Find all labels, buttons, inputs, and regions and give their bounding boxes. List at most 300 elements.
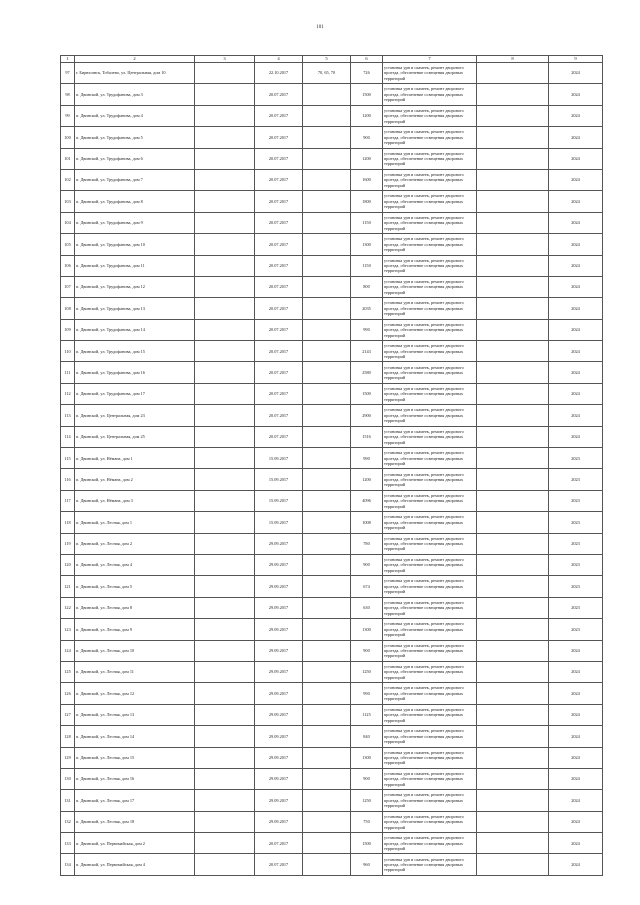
year-cell: 2023 (549, 597, 603, 618)
date-cell: 29.09.2017 (255, 811, 303, 832)
empty-cell (477, 63, 549, 84)
table-row (61, 512, 603, 533)
empty-cell (477, 619, 549, 640)
address-cell: п. Двинской, ул. Трудофанова, дом 7 (75, 169, 195, 190)
table-row (61, 63, 603, 84)
year-cell: 2024 (549, 298, 603, 319)
table-row (61, 661, 603, 682)
area-cell: 4096 (351, 490, 383, 511)
empty-cell (477, 490, 549, 511)
works-cell: установка урн и скамеек, ремонт дворового проезда, обеспечение освещения дворовых территорий (383, 619, 477, 640)
works-cell: установка урн и скамеек, ремонт дворового проезда, обеспечение освещения дворовых территорий (383, 790, 477, 811)
empty-cell (195, 833, 255, 854)
date-cell: 20.07.2017 (255, 169, 303, 190)
empty-cell (477, 747, 549, 768)
column-header: 1 (61, 56, 75, 63)
table-row (61, 597, 603, 618)
year-cell: 2024 (549, 212, 603, 233)
works-cell: установка урн и скамеек, ремонт дворового проезда, обеспечение освещения дворовых территорий (383, 234, 477, 255)
address-cell: п. Двинской, ул. Нёмана, дом 2 (75, 469, 195, 490)
year-cell: 2024 (549, 661, 603, 682)
address-cell: п. Двинской, ул. Лесная, дом 10 (75, 640, 195, 661)
empty-cell (477, 512, 549, 533)
table-row (61, 169, 603, 190)
area-cell: 1600 (351, 169, 383, 190)
works-cell: установка урн и скамеек, ремонт дворового проезда, обеспечение освещения дворовых территорий (383, 747, 477, 768)
numbers-cell (303, 747, 351, 768)
table-row (61, 704, 603, 725)
empty-cell (195, 854, 255, 875)
numbers-cell (303, 212, 351, 233)
numbers-cell (303, 490, 351, 511)
empty-cell (477, 469, 549, 490)
empty-cell (477, 148, 549, 169)
row-number: 113 (61, 405, 75, 426)
area-cell: 1200 (351, 105, 383, 126)
column-header: 2 (75, 56, 195, 63)
date-cell: 29.09.2017 (255, 768, 303, 789)
row-number: 108 (61, 298, 75, 319)
works-cell: установка урн и скамеек, ремонт дворового проезда, обеспечение освещения дворовых территорий (383, 661, 477, 682)
date-cell: 29.09.2017 (255, 554, 303, 575)
works-cell: установка урн и скамеек, ремонт дворового проезда, обеспечение освещения дворовых территорий (383, 683, 477, 704)
empty-cell (477, 276, 549, 297)
area-cell: 1300 (351, 747, 383, 768)
row-number: 109 (61, 319, 75, 340)
empty-cell (477, 854, 549, 875)
area-cell: 1250 (351, 661, 383, 682)
address-cell: п. Двинской, ул. Центральная, дом 25 (75, 426, 195, 447)
works-cell: установка урн и скамеек, ремонт дворового проезда, обеспечение освещения дворовых территорий (383, 276, 477, 297)
date-cell: 29.09.2017 (255, 790, 303, 811)
row-number: 112 (61, 383, 75, 404)
empty-cell (477, 554, 549, 575)
year-cell: 2023 (549, 576, 603, 597)
empty-cell (477, 448, 549, 469)
numbers-cell (303, 811, 351, 832)
area-cell: 1008 (351, 512, 383, 533)
empty-cell (477, 127, 549, 148)
numbers-cell (303, 726, 351, 747)
address-cell: п. Двинской, ул. Трудофанова, дом 9 (75, 212, 195, 233)
numbers-cell (303, 790, 351, 811)
empty-cell (195, 768, 255, 789)
address-cell: п. Двинской, ул. Трудофанова, дом 8 (75, 191, 195, 212)
year-cell: 2024 (549, 726, 603, 747)
year-cell: 2024 (549, 747, 603, 768)
date-cell: 20.07.2017 (255, 234, 303, 255)
area-cell: 900 (351, 127, 383, 148)
empty-cell (477, 790, 549, 811)
area-cell: 750 (351, 811, 383, 832)
numbers-cell (303, 597, 351, 618)
empty-cell (195, 747, 255, 768)
area-cell: 1800 (351, 191, 383, 212)
address-cell: п. Двинской, ул. Нёмана, дом 3 (75, 490, 195, 511)
works-cell: установка урн и скамеек, ремонт дворового проезда, обеспечение освещения дворовых территорий (383, 255, 477, 276)
numbers-cell (303, 362, 351, 383)
date-cell: 15.09.2017 (255, 490, 303, 511)
empty-cell (477, 84, 549, 105)
numbers-cell (303, 448, 351, 469)
area-cell: 900 (351, 554, 383, 575)
row-number: 97 (61, 63, 75, 84)
year-cell: 2023 (549, 554, 603, 575)
date-cell: 29.09.2017 (255, 640, 303, 661)
table-row (61, 833, 603, 854)
improvement-register-table (60, 55, 603, 876)
empty-cell (195, 683, 255, 704)
area-cell: 2580 (351, 362, 383, 383)
empty-cell (477, 640, 549, 661)
empty-cell (477, 234, 549, 255)
row-number: 103 (61, 191, 75, 212)
empty-cell (195, 148, 255, 169)
row-number: 134 (61, 854, 75, 875)
table-row (61, 405, 603, 426)
address-cell: п. Двинской, ул. Трудофанова, дом 3 (75, 84, 195, 105)
area-cell: 990 (351, 448, 383, 469)
empty-cell (477, 597, 549, 618)
address-cell: п. Двинской, ул. Трудофанова, дом 5 (75, 127, 195, 148)
works-cell: установка урн и скамеек, ремонт дворового проезда, обеспечение освещения дворовых территорий (383, 490, 477, 511)
table-row (61, 854, 603, 875)
address-cell: п. Двинской, ул. Трудофанова, дом 12 (75, 276, 195, 297)
works-cell: установка урн и скамеек, ремонт дворового проезда, обеспечение освещения дворовых территорий (383, 212, 477, 233)
works-cell: установка урн и скамеек, ремонт дворового проезда, обеспечение освещения дворовых территорий (383, 768, 477, 789)
date-cell: 29.09.2017 (255, 683, 303, 704)
works-cell: установка урн и скамеек, ремонт дворового проезда, обеспечение освещения дворовых территорий (383, 576, 477, 597)
year-cell: 2024 (549, 683, 603, 704)
year-cell: 2023 (549, 619, 603, 640)
works-cell: установка урн и скамеек, ремонт дворового проезда, обеспечение освещения дворовых территорий (383, 362, 477, 383)
row-number: 101 (61, 148, 75, 169)
table-row (61, 554, 603, 575)
numbers-cell (303, 833, 351, 854)
numbers-cell (303, 426, 351, 447)
year-cell: 2024 (549, 84, 603, 105)
table-row (61, 768, 603, 789)
empty-cell (195, 426, 255, 447)
empty-cell (477, 169, 549, 190)
row-number: 117 (61, 490, 75, 511)
year-cell: 2024 (549, 811, 603, 832)
table-row (61, 255, 603, 276)
row-number: 124 (61, 640, 75, 661)
works-cell: установка урн и скамеек, ремонт дворового проезда, обеспечение освещения дворовых территорий (383, 298, 477, 319)
address-cell: п. Двинской, ул. Лесная, дом 15 (75, 747, 195, 768)
empty-cell (195, 105, 255, 126)
table-row (61, 726, 603, 747)
area-cell: 990 (351, 683, 383, 704)
date-cell: 29.09.2017 (255, 726, 303, 747)
empty-cell (195, 319, 255, 340)
works-cell: установка урн и скамеек, ремонт дворового проезда, обеспечение освещения дворовых территорий (383, 341, 477, 362)
area-cell: 1500 (351, 84, 383, 105)
year-cell: 2024 (549, 405, 603, 426)
empty-cell (477, 533, 549, 554)
year-cell: 2024 (549, 383, 603, 404)
empty-cell (195, 640, 255, 661)
numbers-cell (303, 512, 351, 533)
date-cell: 20.07.2017 (255, 105, 303, 126)
empty-cell (195, 234, 255, 255)
table-row (61, 298, 603, 319)
year-cell: 2024 (549, 854, 603, 875)
area-cell: 726 (351, 63, 383, 84)
empty-cell (195, 661, 255, 682)
address-cell: п. Двинской, ул. Лесная, дом 18 (75, 811, 195, 832)
area-cell: 2035 (351, 298, 383, 319)
date-cell: 15.09.2017 (255, 469, 303, 490)
table-row (61, 383, 603, 404)
empty-cell (477, 661, 549, 682)
address-cell: п. Двинской, ул. Лесная, дом 12 (75, 683, 195, 704)
empty-cell (477, 341, 549, 362)
date-cell: 20.07.2017 (255, 191, 303, 212)
works-cell: установка урн и скамеек, ремонт дворового проезда, обеспечение освещения дворовых территорий (383, 469, 477, 490)
empty-cell (477, 212, 549, 233)
address-cell: п. Двинской, ул. Трудофанова, дом 4 (75, 105, 195, 126)
works-cell: установка урн и скамеек, ремонт дворового проезда, обеспечение освещения дворовых территорий (383, 84, 477, 105)
table-row (61, 469, 603, 490)
empty-cell (195, 512, 255, 533)
address-cell: п. Двинской, ул. Первомайская, дом 2 (75, 833, 195, 854)
row-number: 123 (61, 619, 75, 640)
empty-cell (195, 362, 255, 383)
empty-cell (195, 448, 255, 469)
table-row (61, 576, 603, 597)
empty-cell (195, 383, 255, 404)
table-row (61, 426, 603, 447)
numbers-cell: 70, 65, 70 (303, 63, 351, 84)
empty-cell (195, 597, 255, 618)
empty-cell (195, 490, 255, 511)
empty-cell (195, 533, 255, 554)
date-cell: 29.09.2017 (255, 661, 303, 682)
address-cell: г. Бирюсинск, Тобалево, ул. Центральная, дом 10 (75, 63, 195, 84)
address-cell: п. Двинской, ул. Лесная, дом 1 (75, 512, 195, 533)
year-cell: 2024 (549, 63, 603, 84)
table-row (61, 790, 603, 811)
year-cell: 2024 (549, 426, 603, 447)
date-cell: 15.09.2017 (255, 512, 303, 533)
address-cell: п. Двинской, ул. Трудофанова, дом 14 (75, 319, 195, 340)
row-number: 130 (61, 768, 75, 789)
area-cell: 1200 (351, 148, 383, 169)
year-cell: 2024 (549, 169, 603, 190)
table-row (61, 319, 603, 340)
table-row (61, 234, 603, 255)
row-number: 105 (61, 234, 75, 255)
empty-cell (477, 576, 549, 597)
empty-cell (477, 105, 549, 126)
area-cell: 1250 (351, 790, 383, 811)
column-header: 7 (383, 56, 477, 63)
area-cell: 900 (351, 640, 383, 661)
works-cell: установка урн и скамеек, ремонт дворового проезда, обеспечение освещения дворовых территорий (383, 854, 477, 875)
empty-cell (477, 768, 549, 789)
numbers-cell (303, 255, 351, 276)
empty-cell (477, 683, 549, 704)
empty-cell (195, 811, 255, 832)
table-row (61, 84, 603, 105)
numbers-cell (303, 191, 351, 212)
works-cell: установка урн и скамеек, ремонт дворового проезда, обеспечение освещения дворовых территорий (383, 319, 477, 340)
row-number: 114 (61, 426, 75, 447)
year-cell: 2024 (549, 276, 603, 297)
date-cell: 29.09.2017 (255, 619, 303, 640)
row-number: 98 (61, 84, 75, 105)
year-cell: 2024 (549, 319, 603, 340)
empty-cell (195, 63, 255, 84)
numbers-cell (303, 854, 351, 875)
year-cell: 2024 (549, 255, 603, 276)
empty-cell (195, 726, 255, 747)
date-cell: 29.09.2017 (255, 597, 303, 618)
area-cell: 840 (351, 726, 383, 747)
table-row (61, 362, 603, 383)
year-cell: 2024 (549, 640, 603, 661)
row-number: 116 (61, 469, 75, 490)
numbers-cell (303, 533, 351, 554)
column-header: 9 (549, 56, 603, 63)
address-cell: п. Двинской, ул. Лесная, дом 4 (75, 554, 195, 575)
works-cell: установка урн и скамеек, ремонт дворового проезда, обеспечение освещения дворовых территорий (383, 426, 477, 447)
numbers-cell (303, 683, 351, 704)
table-row (61, 212, 603, 233)
table-row (61, 640, 603, 661)
address-cell: п. Двинской, ул. Лесная, дом 9 (75, 619, 195, 640)
empty-cell (195, 405, 255, 426)
row-number: 127 (61, 704, 75, 725)
area-cell: 1150 (351, 212, 383, 233)
address-cell: п. Двинской, ул. Трудофанова, дом 15 (75, 341, 195, 362)
table-row (61, 191, 603, 212)
table-row (61, 533, 603, 554)
empty-cell (195, 619, 255, 640)
empty-cell (477, 191, 549, 212)
numbers-cell (303, 234, 351, 255)
date-cell: 20.07.2017 (255, 405, 303, 426)
table-row (61, 683, 603, 704)
address-cell: п. Двинской, ул. Лесная, дом 17 (75, 790, 195, 811)
year-cell: 2024 (549, 833, 603, 854)
empty-cell (195, 704, 255, 725)
year-cell: 2023 (549, 533, 603, 554)
numbers-cell (303, 640, 351, 661)
area-cell: 960 (351, 854, 383, 875)
numbers-cell (303, 768, 351, 789)
area-cell: 800 (351, 276, 383, 297)
year-cell: 2023 (549, 469, 603, 490)
date-cell: 20.07.2017 (255, 276, 303, 297)
empty-cell (195, 84, 255, 105)
area-cell: 900 (351, 768, 383, 789)
address-cell: п. Двинской, ул. Лесная, дом 5 (75, 576, 195, 597)
empty-cell (477, 405, 549, 426)
numbers-cell (303, 148, 351, 169)
table-row (61, 619, 603, 640)
table-row (61, 811, 603, 832)
area-cell: 1516 (351, 426, 383, 447)
empty-cell (195, 276, 255, 297)
column-header: 5 (303, 56, 351, 63)
table-row (61, 276, 603, 297)
area-cell: 1300 (351, 619, 383, 640)
date-cell: 20.07.2017 (255, 148, 303, 169)
row-number: 118 (61, 512, 75, 533)
empty-cell (477, 811, 549, 832)
works-cell: установка урн и скамеек, ремонт дворового проезда, обеспечение освещения дворовых территорий (383, 169, 477, 190)
row-number: 131 (61, 790, 75, 811)
works-cell: установка урн и скамеек, ремонт дворового проезда, обеспечение освещения дворовых территорий (383, 554, 477, 575)
table-row (61, 747, 603, 768)
empty-cell (195, 554, 255, 575)
numbers-cell (303, 319, 351, 340)
works-cell: установка урн и скамеек, ремонт дворового проезда, обеспечение освещения дворовых территорий (383, 811, 477, 832)
address-cell: п. Двинской, ул. Первомайская, дом 4 (75, 854, 195, 875)
address-cell: п. Двинской, ул. Лесная, дом 13 (75, 704, 195, 725)
row-number: 125 (61, 661, 75, 682)
address-cell: п. Двинской, ул. Лесная, дом 11 (75, 661, 195, 682)
row-number: 102 (61, 169, 75, 190)
row-number: 111 (61, 362, 75, 383)
row-number: 122 (61, 597, 75, 618)
date-cell: 29.09.2017 (255, 747, 303, 768)
area-cell: 2900 (351, 405, 383, 426)
numbers-cell (303, 405, 351, 426)
address-cell: п. Двинской, ул. Нёмана, дом 1 (75, 448, 195, 469)
column-header: 6 (351, 56, 383, 63)
address-cell: п. Двинской, ул. Лесная, дом 16 (75, 768, 195, 789)
date-cell: 29.09.2017 (255, 576, 303, 597)
works-cell: установка урн и скамеек, ремонт дворового проезда, обеспечение освещения дворовых территорий (383, 533, 477, 554)
date-cell: 20.07.2017 (255, 212, 303, 233)
numbers-cell (303, 554, 351, 575)
year-cell: 2023 (549, 448, 603, 469)
empty-cell (195, 169, 255, 190)
row-number: 119 (61, 533, 75, 554)
date-cell: 29.09.2017 (255, 704, 303, 725)
empty-cell (477, 298, 549, 319)
numbers-cell (303, 619, 351, 640)
address-cell: п. Двинской, ул. Трудофанова, дом 6 (75, 148, 195, 169)
empty-cell (195, 341, 255, 362)
empty-cell (195, 212, 255, 233)
numbers-cell (303, 169, 351, 190)
date-cell: 20.07.2017 (255, 426, 303, 447)
area-cell: 1150 (351, 255, 383, 276)
address-cell: п. Двинской, ул. Лесная, дом 2 (75, 533, 195, 554)
area-cell: 780 (351, 533, 383, 554)
row-number: 99 (61, 105, 75, 126)
address-cell: п. Двинской, ул. Лесная, дом 8 (75, 597, 195, 618)
page-number: 101 (316, 25, 324, 30)
empty-cell (477, 426, 549, 447)
column-header: 4 (255, 56, 303, 63)
numbers-cell (303, 341, 351, 362)
year-cell: 2024 (549, 341, 603, 362)
date-cell: 20.07.2017 (255, 255, 303, 276)
table-row (61, 448, 603, 469)
area-cell: 990 (351, 319, 383, 340)
table-row (61, 490, 603, 511)
table-row (61, 105, 603, 126)
area-cell: 2143 (351, 341, 383, 362)
numbers-cell (303, 576, 351, 597)
works-cell: установка урн и скамеек, ремонт дворового проезда, обеспечение освещения дворовых территорий (383, 640, 477, 661)
